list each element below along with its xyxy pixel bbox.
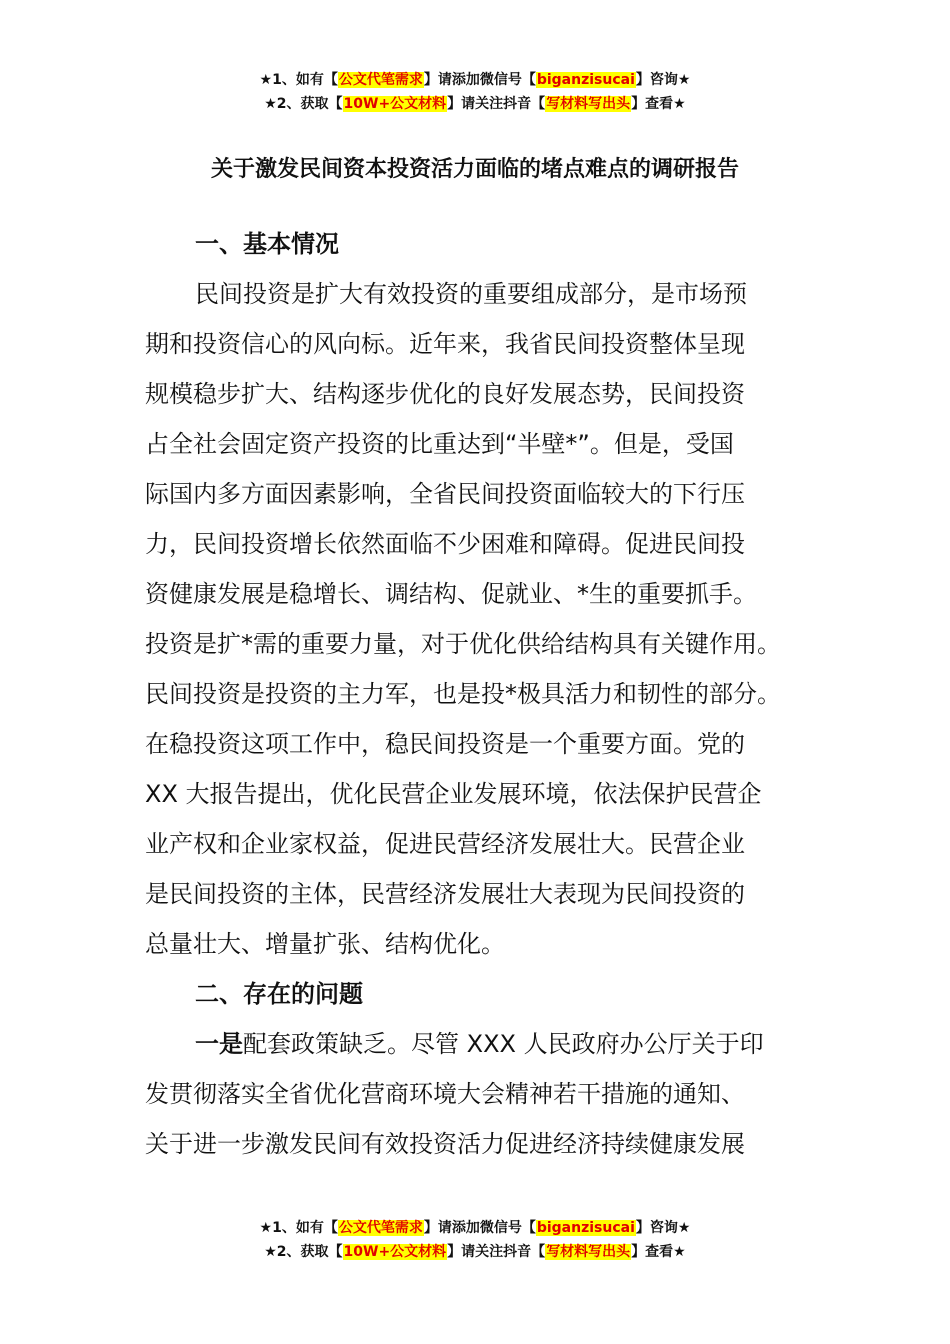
promo-text: ★2、获取【 <box>264 1244 343 1260</box>
promo-highlight: 10W+公文材料 <box>343 96 447 112</box>
promo-text: 】请添加微信号【 <box>423 72 536 88</box>
promo-highlight: 写材料写出头 <box>546 1244 631 1260</box>
promo-highlight: 公文代笔需求 <box>338 72 423 88</box>
paragraph-line: 际国内多方面因素影响，全省民间投资面临较大的下行压 <box>145 480 745 508</box>
paragraph-line: 关于进一步激发民间有效投资活力促进经济持续健康发展 <box>145 1130 745 1158</box>
promo-line-2 <box>0 1240 950 1264</box>
section-heading-problems: 二、存在的问题 <box>195 980 363 1008</box>
bold-prefix: 一是 <box>195 1030 243 1058</box>
paragraph-line: 民间投资是扩大有效投资的重要组成部分，是市场预 <box>195 280 747 308</box>
paragraph-line: 占全社会固定资产投资的比重达到“半壁*”。但是，受国 <box>145 430 734 458</box>
paragraph-line: 规模稳步扩大、结构逐步优化的良好发展态势，民间投资 <box>145 380 745 408</box>
paragraph-line: 力，民间投资增长依然面临不少困难和障碍。促进民间投 <box>145 530 745 558</box>
paragraph-text: 配套政策缺乏。尽管 XXX 人民政府办公厅关于印 <box>243 1030 764 1058</box>
promo-line-1 <box>0 68 950 92</box>
paragraph-line: XX 大报告提出，优化民营企业发展环境，依法保护民营企 <box>145 780 762 808</box>
paragraph-line <box>195 1028 764 1060</box>
paragraph-line: 资健康发展是稳增长、调结构、促就业、*生的重要抓手。 <box>145 580 757 608</box>
promo-text: 】查看★ <box>631 96 686 112</box>
promo-text: 】请添加微信号【 <box>423 1220 536 1236</box>
paragraph-line: 总量壮大、增量扩张、结构优化。 <box>145 930 505 958</box>
document-title: 关于激发民间资本投资活力面临的堵点难点的调研报告 <box>210 157 739 182</box>
promo-text: 】咨询★ <box>635 1220 691 1236</box>
promo-text: ★1、如有【 <box>259 72 338 88</box>
promo-line-2 <box>0 92 950 116</box>
promo-text: ★1、如有【 <box>259 1220 338 1236</box>
paragraph-line: 民间投资是投资的主力军，也是投*极具活力和韧性的部分。 <box>145 680 781 708</box>
promo-line-1 <box>0 1216 950 1240</box>
promo-highlight: 写材料写出头 <box>546 96 631 112</box>
promo-text: 】请关注抖音【 <box>447 96 546 112</box>
paragraph-line: 业产权和企业家权益，促进民营经济发展壮大。民营企业 <box>145 830 745 858</box>
paragraph-line: 投资是扩*需的重要力量，对于优化供给结构具有关键作用。 <box>145 630 781 658</box>
promo-highlight: 公文代笔需求 <box>338 1220 423 1236</box>
promo-banner-top <box>0 68 950 116</box>
promo-highlight: biganzisucai <box>536 1220 635 1236</box>
paragraph-line: 是民间投资的主体，民营经济发展壮大表现为民间投资的 <box>145 880 745 908</box>
paragraph-line: 在稳投资这项工作中，稳民间投资是一个重要方面。党的 <box>145 730 745 758</box>
promo-highlight: 10W+公文材料 <box>343 1244 447 1260</box>
paragraph-line: 期和投资信心的风向标。近年来，我省民间投资整体呈现 <box>145 330 745 358</box>
promo-text: 】查看★ <box>631 1244 686 1260</box>
promo-text: 】请关注抖音【 <box>447 1244 546 1260</box>
promo-banner-bottom <box>0 1216 950 1264</box>
section-heading-basic: 一、基本情况 <box>195 230 339 258</box>
promo-text: 】咨询★ <box>635 72 691 88</box>
promo-text: ★2、获取【 <box>264 96 343 112</box>
promo-highlight: biganzisucai <box>536 72 635 88</box>
paragraph-line: 发贯彻落实全省优化营商环境大会精神若干措施的通知、 <box>145 1080 745 1108</box>
